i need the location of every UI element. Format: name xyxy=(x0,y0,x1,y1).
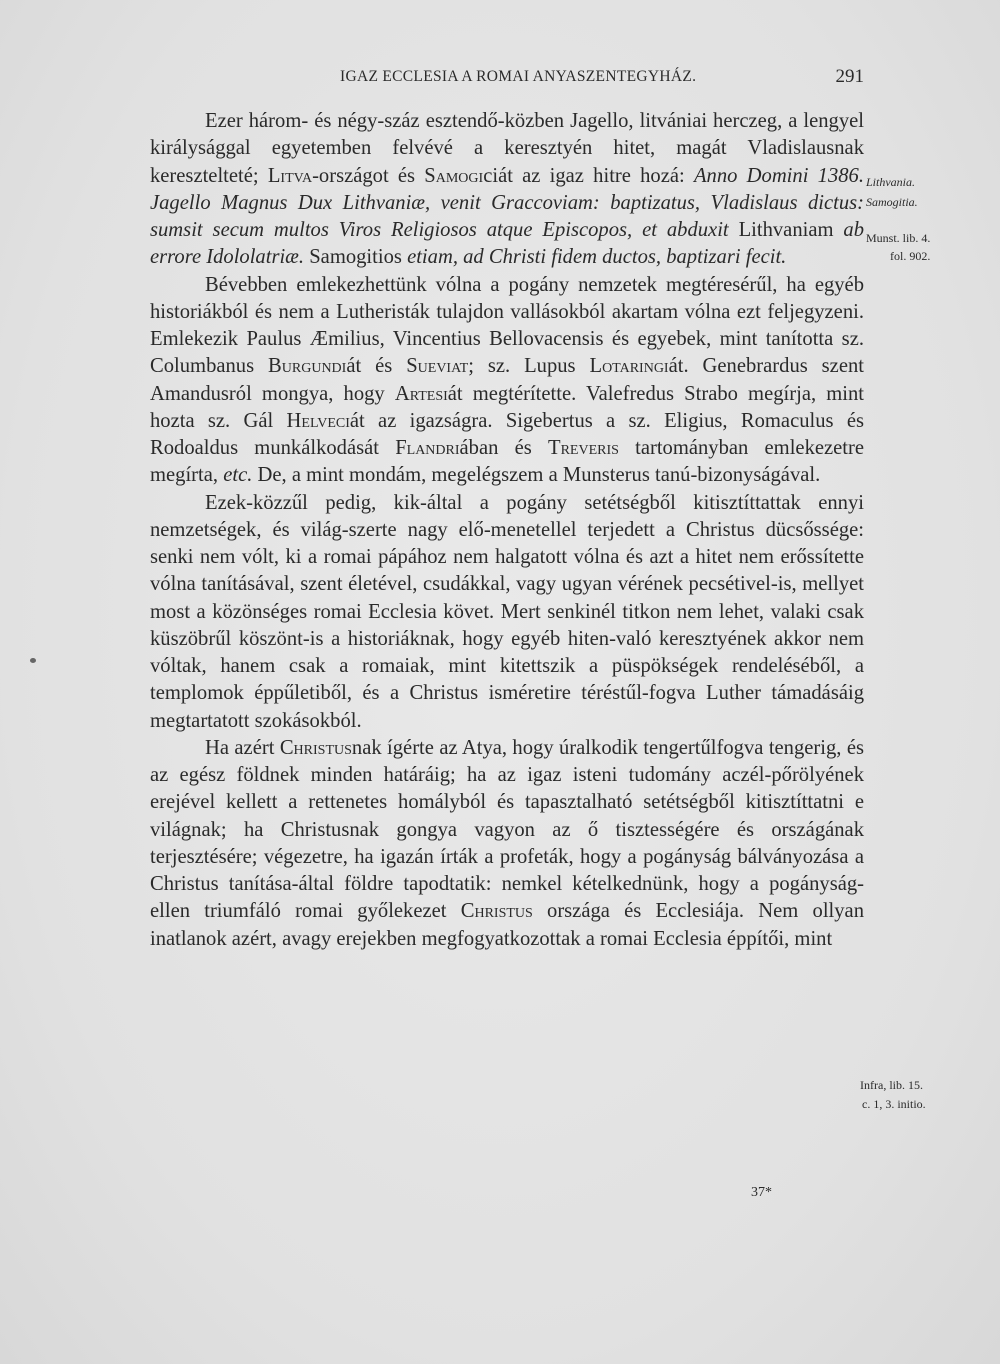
paragraph-1: Ezer három- és négy-száz esztendő-közben Jagello, litvániai herczeg, a lengyel királysággal egyetemben felvévé a keresztyén hitet, magát Vladislausnak keresztelteté; Litva-országot és Samogiciát az igaz hitre hozá: Anno Domini 1386. Jagello Magnus Dux Lithvaniæ, venit Graccoviam: baptizatus, Vladislaus dictus: sumsit secum multos Viros Religiosos atque Episcopos, et abduxit Lithvaniam ab errore Idololatriæ. Samogitios etiam, ad Christi fidem ductos, baptizari fecit. xyxy=(150,110,865,269)
signature-mark: 37* xyxy=(751,1185,772,1200)
body-text xyxy=(150,108,864,953)
margin-note-initio: c. 1, 3. initio. xyxy=(862,1097,926,1111)
paragraph-2: Bévebben emlekezhettünk vólna a pogány nemzetek megtéresérűl, ha egyéb historiákból és nem a Lutheristák tulajdon vallásokból akartam vólna ezt feljegyzeni. Emlekezik Paulus Æmilius, Vincentius Bellovacensis és egyebek, mint tanította sz. Columbanus Burgundiát és Sueviat; sz. Lupus Lotaringiát. Genebrardus szent Amandusról mongya, hogy Artesiát megtérítette. Valefredus Strabo megírja, mint hozta sz. Gál Helveciát az igazságra. Sigebertus a sz. Eligius, Romaculus és Rodoaldus munkálkodását Flandriában és Treveris tartományban emlekezetre megírta, etc. De, a mint mondám, megelégszem a Munsterus tanú-bizonyságával. xyxy=(150,273,865,487)
paragraph-4: Ha azért Christusnak ígérte az Atya, hogy úralkodik tengertűlfogva tengerig, és az egész földnek minden határáig; ha az igaz isteni tudomány aczél-pőrölyének erejével kellett a rettenetes homályból és tapasztalható setétségből kitisztíttatni e világnak; ha Christusnak gongya vagyon az ő tisztességére és országának terjesztésére; végezetre, ha igazán írták a profeták, hogy a pogányság bálványozása a Christus tanítása-által földre tapodtatik: nemkel kételkednünk, hogy a pogányság-ellen triumfáló romai győlekezet Christus országa és Ecclesiája. Nem ollyan inatlanok azért, avagy erejekben megfogyatkozottak a romai Ecclesia éppítői, mint xyxy=(150,736,864,950)
paragraph-3: Ezek-közzűl pedig, kik-által a pogány setétségből kitisztíttattak ennyi nemzetségek, és világ-szerte nagy elő-menetellel terjedett a Christus dücsőssége: senki nem vólt, ki a romai pápához nem halgatott vólna és azt a hitet nem erőssítette vólna tanításával, szent életével, csudákkal, vagy ugyan vérének pecsétivel-is, mellyet most a közönséges romai Ecclesia követ. Mert senkinél titkon nem lehet, valaki csak küszöbrűl köszönt-is a historiáknak, hogy egyéb hiten-való keresztyének akkor nem vóltak, hanem csak a romaiak, mint kitettszik a püspökségek rendeléséből, a templomok éppűletiből, és a Christus isméretire téréstűl-fogva Luther támadásáig megtartatott szokásokból. xyxy=(150,491,864,732)
margin-note-fol: fol. 902. xyxy=(890,249,931,263)
running-header xyxy=(150,64,864,94)
running-title: IGAZ ECCLESIA A ROMAI ANYASZENTEGYHÁZ. xyxy=(340,68,697,85)
margin-note-samogitia: Samogitia. xyxy=(866,195,918,209)
ink-spot xyxy=(30,658,36,663)
margin-note-infra: Infra, lib. 15. xyxy=(860,1078,923,1092)
margin-note-lithvania: Lithvania. xyxy=(866,175,916,189)
page-number: 291 xyxy=(835,66,864,87)
margin-note-munst: Munst. lib. 4. xyxy=(866,231,931,245)
